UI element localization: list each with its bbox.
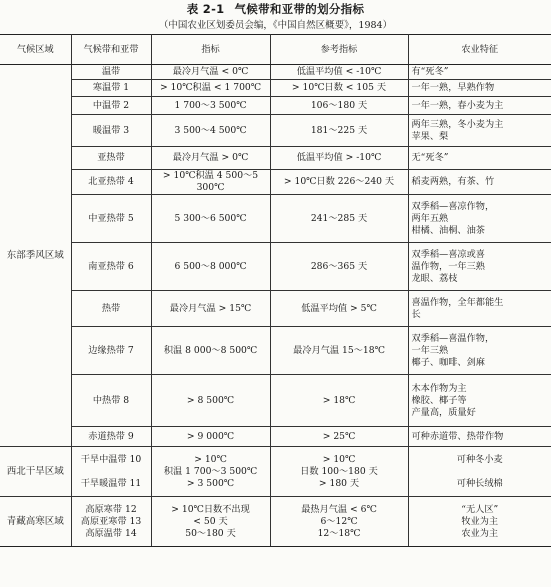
zone-cell: 赤道热带 9 xyxy=(71,427,151,447)
agri-cell: 喜温作物，全年都能生 长 xyxy=(408,291,551,327)
index-cell: > 9 000℃ xyxy=(151,427,270,447)
ref-cell: 241～285 天 xyxy=(270,195,408,243)
table-row xyxy=(0,147,551,170)
zone-cell: 干旱中温带 10 干旱暖温带 11 xyxy=(71,447,151,497)
header-cell: 气候带和亚带 xyxy=(71,35,151,65)
agri-cell: 稻麦两熟，有茶、竹 xyxy=(408,170,551,195)
agri-cell: 一年一熟，早熟作物 xyxy=(408,80,551,97)
table-row xyxy=(0,97,551,115)
agri-cell: 有“死冬” xyxy=(408,65,551,80)
agri-cell: 一年一熟，春小麦为主 xyxy=(408,97,551,115)
ref-cell: 181～225 天 xyxy=(270,115,408,147)
index-cell: 3 500～4 500℃ xyxy=(151,115,270,147)
agri-cell: 两年三熟，冬小麦为主 苹果、梨 xyxy=(408,115,551,147)
ref-cell: 286～365 天 xyxy=(270,243,408,291)
index-cell: 6 500～8 000℃ xyxy=(151,243,270,291)
ref-cell: > 10℃日数 < 105 天 xyxy=(270,80,408,97)
ref-cell: 最热月气温 < 6℃ 6～12℃ 12～18℃ xyxy=(270,497,408,547)
region-cell-east: 东部季风区域 xyxy=(0,65,71,447)
header-row xyxy=(0,35,551,65)
zone-cell: 中热带 8 xyxy=(71,375,151,427)
zone-cell: 南亚热带 6 xyxy=(71,243,151,291)
agri-cell: 无“死冬” xyxy=(408,147,551,170)
zone-cell: 边缘热带 7 xyxy=(71,327,151,375)
table-title xyxy=(0,1,551,17)
ref-cell: 低温平均值 > -10℃ xyxy=(270,147,408,170)
table-title-text: 气候带和亚带的划分指标 xyxy=(234,2,365,16)
ref-cell: 106～180 天 xyxy=(270,97,408,115)
climate-zone-table xyxy=(0,34,551,547)
table-row xyxy=(0,65,551,80)
ref-cell: 低温平均值 > 5℃ xyxy=(270,291,408,327)
agri-cell: 可种冬小麦 可种长绒棉 xyxy=(408,447,551,497)
index-cell: 1 700～3 500℃ xyxy=(151,97,270,115)
zone-cell: 中温带 2 xyxy=(71,97,151,115)
table-row xyxy=(0,243,551,291)
header-cell: 农业特征 xyxy=(408,35,551,65)
agri-cell: “无人区” 牧业为主 农业为主 xyxy=(408,497,551,547)
table-source: （中国农业区划委员会编，《中国自然区概要》，1984） xyxy=(158,20,393,31)
index-cell: 积温 8 000～8 500℃ xyxy=(151,327,270,375)
zone-cell: 高原寒带 12 高原亚寒带 13 高原温带 14 xyxy=(71,497,151,547)
table-row xyxy=(0,375,551,427)
ref-cell: > 25℃ xyxy=(270,427,408,447)
zone-cell: 热带 xyxy=(71,291,151,327)
table-row xyxy=(0,427,551,447)
index-cell: > 10℃积温 4 500～5 300℃ xyxy=(151,170,270,195)
table-number: 表 2-1 xyxy=(186,2,225,16)
index-cell: 最冷月气温 > 15℃ xyxy=(151,291,270,327)
header-cell: 气候区域 xyxy=(0,35,71,65)
zone-cell: 中亚热带 5 xyxy=(71,195,151,243)
index-cell: 最冷月气温 > 0℃ xyxy=(151,147,270,170)
agri-cell: 可种赤道带、热带作物 xyxy=(408,427,551,447)
ref-cell: > 10℃ 日数 100～180 天 > 180 天 xyxy=(270,447,408,497)
ref-cell: > 18℃ xyxy=(270,375,408,427)
region-cell-northwest: 西北干旱区域 xyxy=(0,447,71,497)
zone-cell: 暖温带 3 xyxy=(71,115,151,147)
agri-cell: 双季稻—喜凉或喜 温作物，一年三熟 龙眼、荔枝 xyxy=(408,243,551,291)
ref-cell: > 10℃日数 226～240 天 xyxy=(270,170,408,195)
table-row xyxy=(0,170,551,195)
agri-cell: 双季稻—喜凉作物， 两年五熟 柑橘、油桐、油茶 xyxy=(408,195,551,243)
zone-cell: 亚热带 xyxy=(71,147,151,170)
index-cell: 5 300～6 500℃ xyxy=(151,195,270,243)
header-cell: 参考指标 xyxy=(270,35,408,65)
table-row xyxy=(0,447,551,497)
index-cell: > 10℃ 积温 1 700～3 500℃ > 3 500℃ xyxy=(151,447,270,497)
index-cell: > 10℃日数不出现 < 50 天 50～180 天 xyxy=(151,497,270,547)
agri-cell: 双季稻—喜温作物， 一年三熟 椰子、咖啡、剑麻 xyxy=(408,327,551,375)
ref-cell: 最冷月气温 15～18℃ xyxy=(270,327,408,375)
zone-cell: 温带 xyxy=(71,65,151,80)
agri-cell: 木本作物为主 橡胶、椰子等 产量高，质量好 xyxy=(408,375,551,427)
table-row xyxy=(0,115,551,147)
table-row xyxy=(0,497,551,547)
region-cell-tibet: 青藏高寒区域 xyxy=(0,497,71,547)
ref-cell: 低温平均值 < -10℃ xyxy=(270,65,408,80)
index-cell: > 8 500℃ xyxy=(151,375,270,427)
table-row xyxy=(0,195,551,243)
table-row xyxy=(0,291,551,327)
zone-cell: 寒温带 1 xyxy=(71,80,151,97)
table-row xyxy=(0,80,551,97)
index-cell: > 10℃积温 < 1 700℃ xyxy=(151,80,270,97)
index-cell: 最冷月气温 < 0℃ xyxy=(151,65,270,80)
zone-cell: 北亚热带 4 xyxy=(71,170,151,195)
table-row xyxy=(0,327,551,375)
header-cell: 指标 xyxy=(151,35,270,65)
